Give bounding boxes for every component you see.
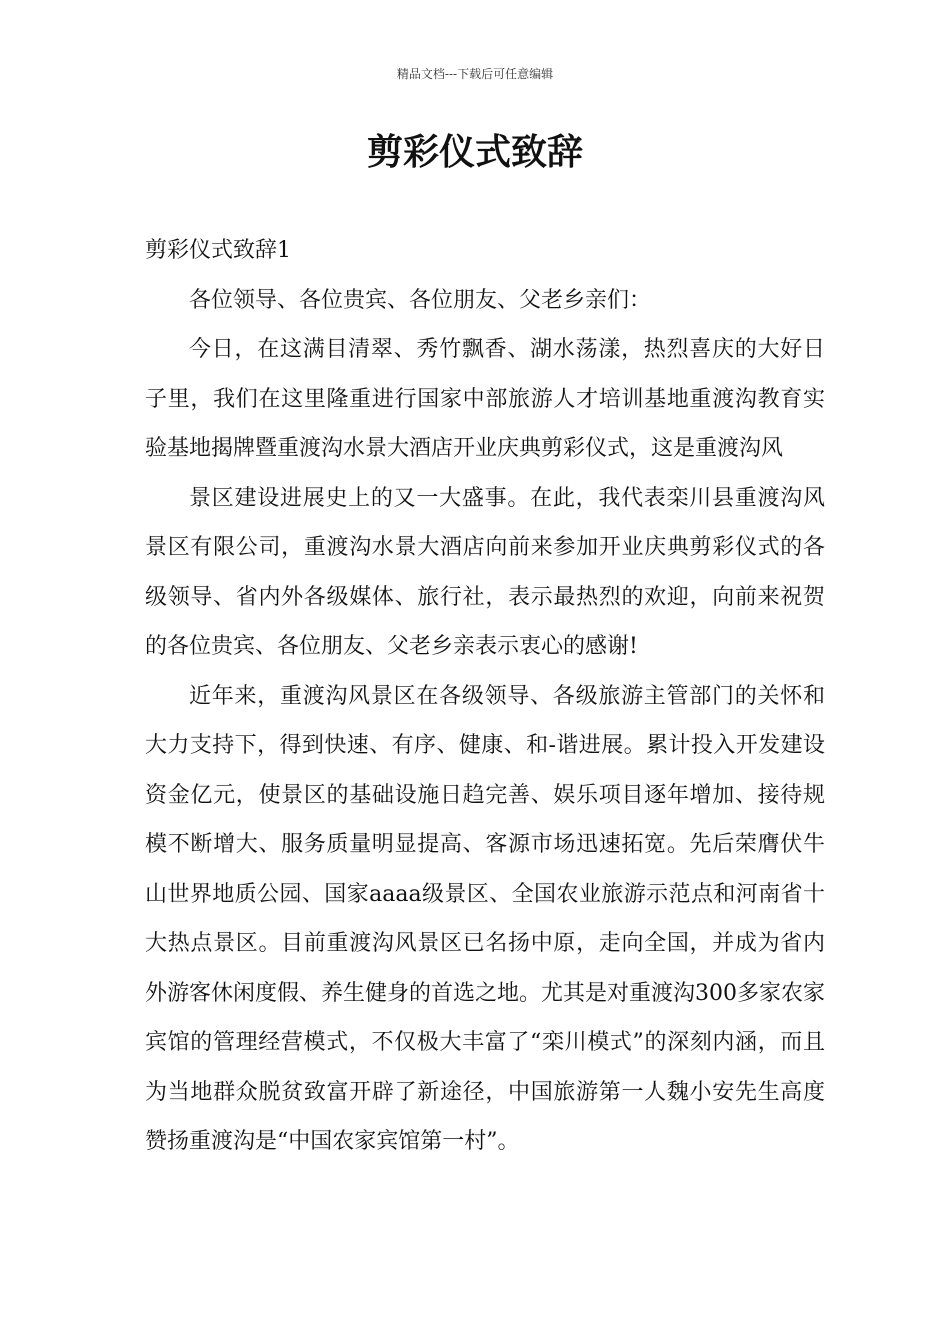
document-title: 剪彩仪式致辞 xyxy=(366,131,583,173)
body-paragraph: 景区建设进展史上的又一大盛事。在此，我代表栾川县重渡沟风景区有限公司，重渡沟水景大酒店向前来参加开业庆典剪彩仪式的各级领导、省内外各级媒体、旅行社，表示最热烈的欢迎，向前来祝贺的各位贵宾、各位朋友、父老乡亲表示衷心的感谢! xyxy=(145,485,825,659)
body-paragraph: 今日，在这满目清翠、秀竹飘香、湖水荡漾，热烈喜庆的大好日子里，我们在这里隆重进行国家中部旅游人才培训基地重渡沟教育实验基地揭牌暨重渡沟水景大酒店开业庆典剪彩仪式，这是重渡沟风 xyxy=(145,337,825,461)
document-body xyxy=(145,226,825,1167)
section-heading: 剪彩仪式致辞1 xyxy=(145,238,291,263)
salutation-paragraph: 各位领导、各位贵宾、各位朋友、父老乡亲们： xyxy=(189,287,652,313)
header-note: 精品文档---下载后可任意编辑 xyxy=(396,67,554,81)
body-paragraph: 近年来，重渡沟风景区在各级领导、各级旅游主管部门的关怀和大力支持下，得到快速、有序、健康、和-谐进展。累计投入开发建设资金亿元，使景区的基础设施日趋完善、娱乐项目逐年增加、接待规模不断增大、服务质量明显提高、客源市场迅速拓宽。先后荣膺伏牛山世界地质公园、国家aaaa级景区、全国农业旅游示范点和河南省十大热点景区。目前重渡沟风景区已名扬中原，走向全国，并成为省内外游客休闲度假、养生健身的首选之地。尤其是对重渡沟300多家农家宾馆的管理经营模式，不仅极大丰富了“栾川模式”的深刻内涵，而且为当地群众脱贫致富开辟了新途径，中国旅游第一人魏小安先生高度赞扬重渡沟是“中国农家宾馆第一村”。 xyxy=(145,683,825,1154)
